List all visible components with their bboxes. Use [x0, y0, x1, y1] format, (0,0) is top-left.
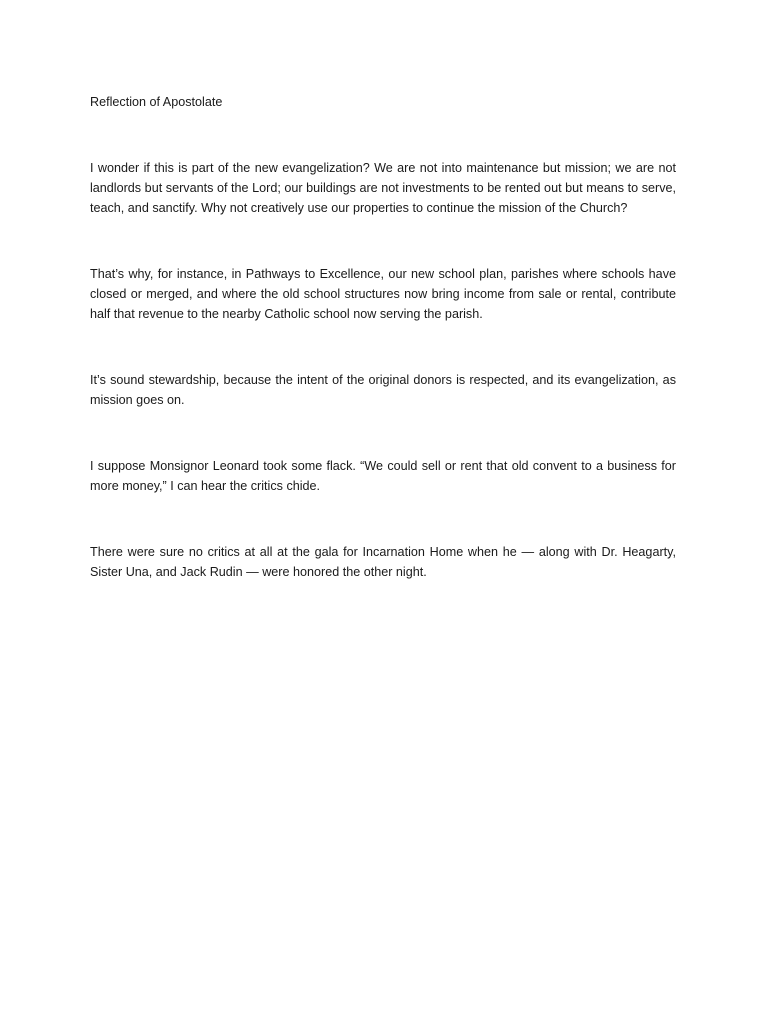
spacer: [90, 324, 676, 370]
document-title: Reflection of Apostolate: [90, 95, 223, 109]
paragraph-1: I wonder if this is part of the new evangelization? We are not into maintenance but mission; we are not landlords but servants of the Lord; our buildings are not investments to be rented out but means to serve, teach, and sanctify. Why not creatively use our properties to continue the mission of the Church?: [90, 161, 676, 215]
document-body: [90, 92, 676, 582]
paragraph-4: I suppose Monsignor Leonard took some flack. “We could sell or rent that old convent to a business for more money,” I can hear the critics chide.: [90, 459, 676, 493]
spacer: [90, 112, 676, 158]
paragraph-3: It’s sound stewardship, because the intent of the original donors is respected, and its evangelization, as mission goes on.: [90, 373, 676, 407]
spacer: [90, 496, 676, 542]
spacer: [90, 410, 676, 456]
paragraph-2: That’s why, for instance, in Pathways to Excellence, our new school plan, parishes where schools have closed or merged, and where the old school structures now bring income from sale or rental, contribute half that revenue to the nearby Catholic school now serving the parish.: [90, 267, 676, 321]
spacer: [90, 218, 676, 264]
paragraph-5: There were sure no critics at all at the gala for Incarnation Home when he — along with Dr. Heagarty, Sister Una, and Jack Rudin — were honored the other night.: [90, 545, 676, 579]
